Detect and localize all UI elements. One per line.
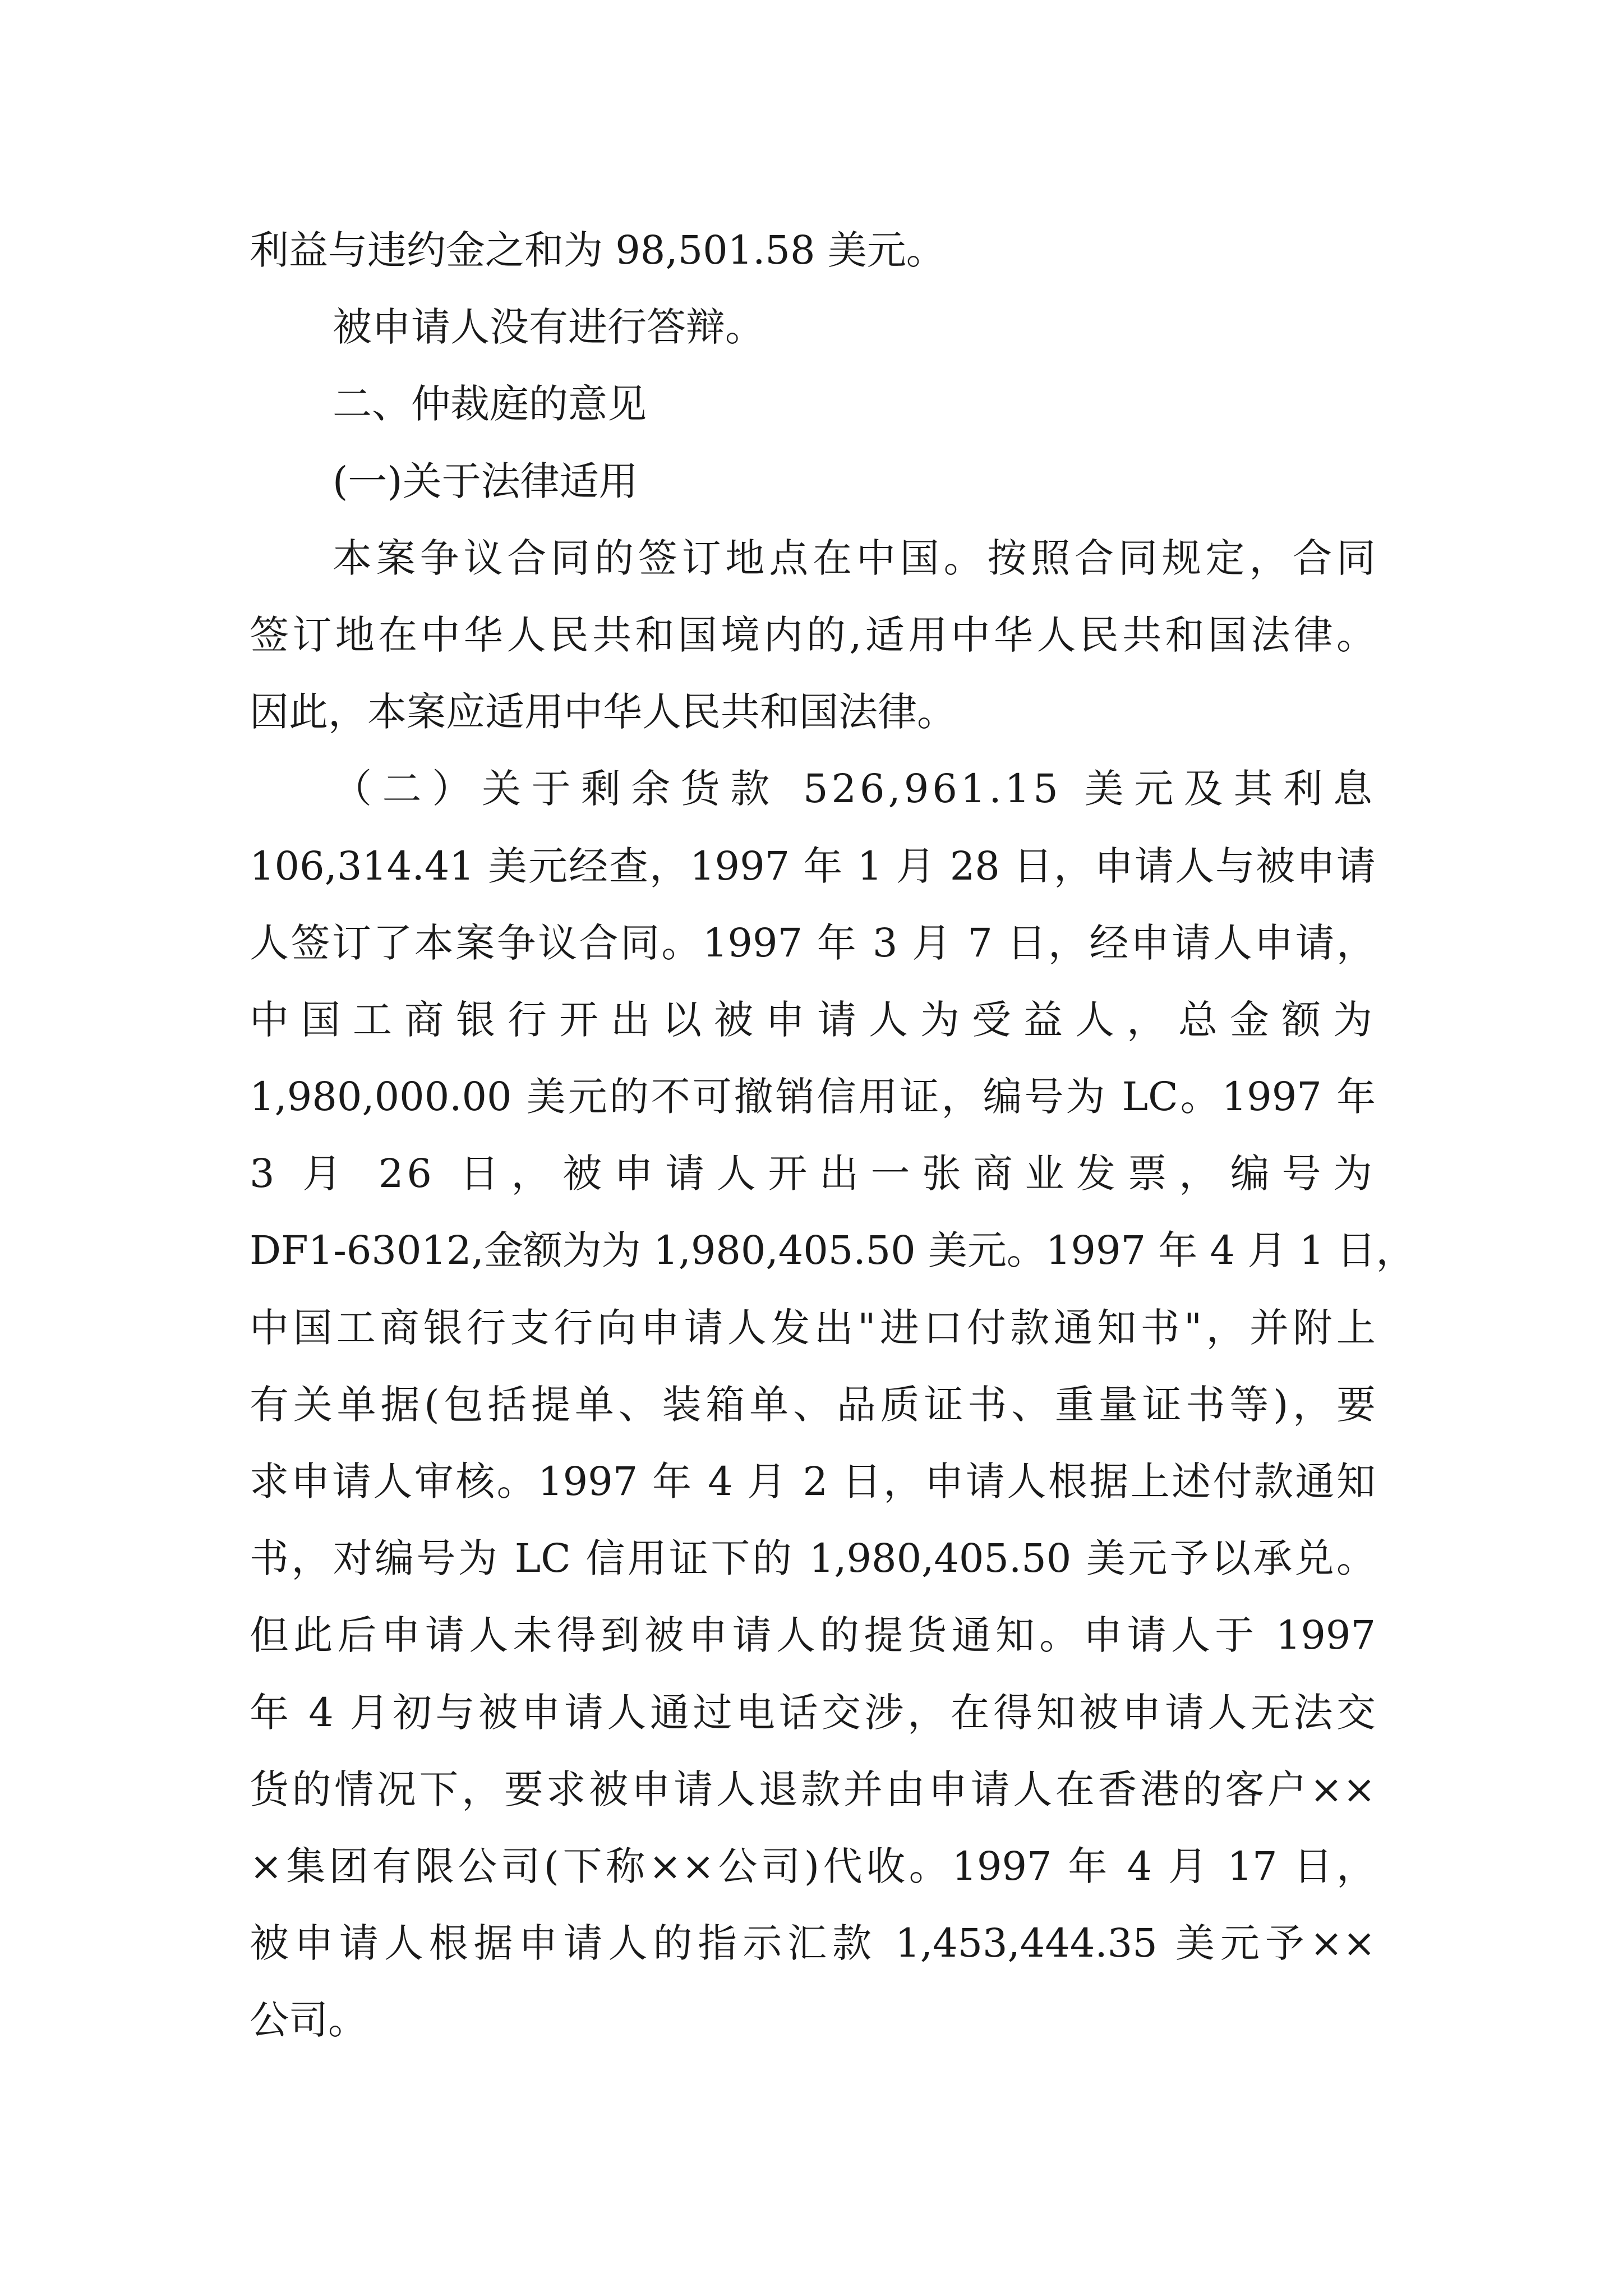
text-line: 书，对编号为 LC 信用证下的 1,980,405.50 美元予以承兑。 [250, 1535, 1376, 1582]
text-line: 年 4 月初与被申请人通过电话交涉，在得知被申请人无法交 [250, 1689, 1376, 1736]
text-line: 1,980,000.00 美元的不可撤销信用证，编号为 LC。1997 年 [250, 1074, 1376, 1120]
text-line: 但此后申请人未得到被申请人的提货通知。申请人于 1997 [250, 1612, 1376, 1659]
text-line: 3 月 26 日，被申请人开出一张商业发票，编号为 [250, 1151, 1376, 1197]
subsection-heading: （二）关于剩余货款 526,961.15 美元及其利息 [333, 766, 1376, 812]
text-line: ×集团有限公司(下称××公司)代收。1997 年 4 月 17 日， [250, 1843, 1376, 1889]
text-line: 公司。 [250, 1997, 367, 2044]
text-line: 有关单据(包括提单、装箱单、品质证书、重量证书等)，要 [250, 1381, 1376, 1428]
text-line: DF1-63012,金额为为 1,980,405.50 美元。1997 年 4 月 1 日， [250, 1227, 1415, 1274]
text-line: 本案争议合同的签订地点在中国。按照合同规定，合同 [333, 535, 1376, 581]
section-heading: 二、仲裁庭的意见 [333, 381, 647, 427]
text-line: 求申请人审核。1997 年 4 月 2 日，申请人根据上述付款通知 [250, 1458, 1376, 1504]
text-line: 中国工商银行开出以被申请人为受益人，总金额为 [250, 996, 1376, 1043]
text-line: 因此，本案应适用中华人民共和国法律。 [250, 689, 956, 735]
text-line: 货的情况下，要求被申请人退款并由申请人在香港的客户×× [250, 1766, 1376, 1812]
text-line: 人签订了本案争议合同。1997 年 3 月 7 日，经申请人申请， [250, 919, 1376, 966]
text-line: 被申请人根据申请人的指示汇款 1,453,444.35 美元予×× [250, 1920, 1376, 1967]
text-line: 签订地在中华人民共和国境内的,适用中华人民共和国法律。 [250, 611, 1376, 658]
text-line: 106,314.41 美元经查，1997 年 1 月 28 日，申请人与被申请 [250, 843, 1376, 889]
document-body [250, 212, 1415, 2059]
subsection-heading: (一)关于法律适用 [333, 458, 638, 504]
text-line: 中国工商银行支行向申请人发出"进口付款通知书"，并附上 [250, 1304, 1376, 1351]
text-line: 被申请人没有进行答辩。 [333, 304, 764, 351]
text-line: 利益与违约金之和为 98,501.58 美元。 [250, 227, 946, 273]
